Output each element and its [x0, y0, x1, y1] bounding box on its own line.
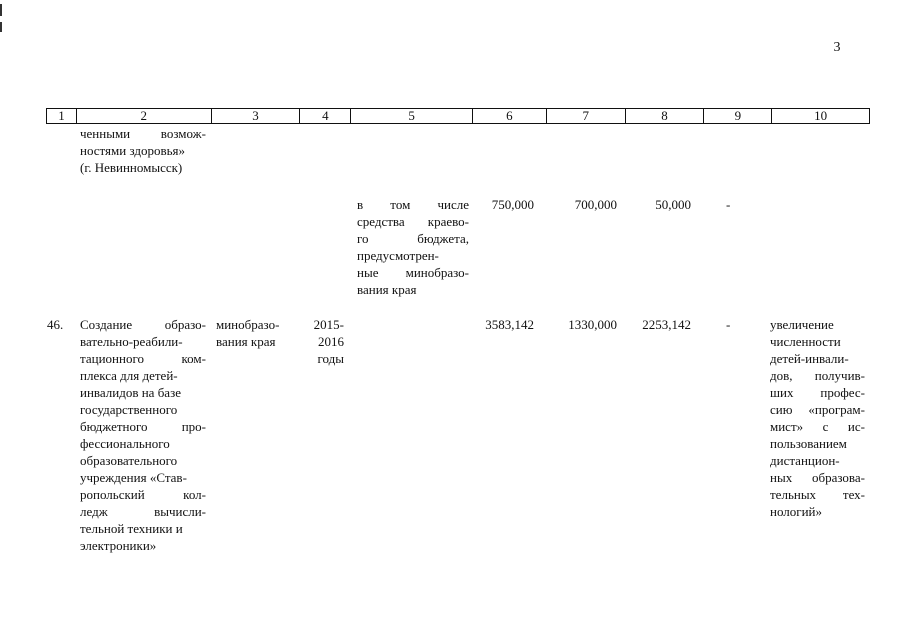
continued-name-line: (г. Невинномысск): [80, 160, 183, 175]
column-header-10: 10: [814, 108, 828, 123]
column-header-8: 8: [626, 109, 705, 123]
expected-result-line: ших профес-: [770, 385, 865, 400]
subrow-2016-value: 50,000: [655, 197, 691, 212]
funding-source-line: вания края: [357, 282, 417, 297]
funding-source-line: го бюджета,: [357, 231, 469, 246]
row46-2015-value: 1330,000: [568, 317, 617, 332]
funding-source-line: ные минобразо-: [357, 265, 469, 280]
row-number: 46.: [47, 317, 64, 332]
column-header-2: 2: [77, 109, 212, 123]
expected-result-cell: [770, 316, 865, 520]
project-name-line: образовательного: [80, 453, 178, 468]
column-header-9: 9: [704, 109, 772, 123]
column-header-7: 7: [547, 109, 626, 123]
project-name-line: электроники»: [80, 538, 157, 553]
column-header-6: 6: [473, 109, 547, 123]
project-name-line: тационного ком-: [80, 351, 206, 366]
expected-result-line: тельных тех-: [770, 487, 865, 502]
expected-result-line: дистанцион-: [770, 453, 840, 468]
row46-2016-value: 2253,142: [642, 317, 691, 332]
row46-col9-dash: -: [726, 317, 731, 332]
expected-result-line: дов, получив-: [770, 368, 865, 383]
subrow-2015-value: 700,000: [574, 197, 617, 212]
column-header-3: 3: [212, 109, 301, 123]
expected-result-line: сию «програм-: [770, 402, 865, 417]
funding-source-line: в том числе: [357, 197, 469, 212]
column-header-1: 1: [47, 109, 77, 123]
executor-line: вания края: [216, 334, 276, 349]
binding-mark: [0, 4, 2, 16]
period-line: годы: [317, 351, 344, 366]
expected-result-line: пользованием: [770, 436, 847, 451]
table-header-row: [46, 108, 870, 124]
column-header-5: 5: [351, 109, 473, 123]
subrow-total-value: 750,000: [491, 197, 534, 212]
funding-source-cell: [357, 196, 469, 298]
project-name-line: учреждения «Став-: [80, 470, 187, 485]
row46-total-value: 3583,142: [485, 317, 534, 332]
project-name-line: плекса для детей-: [80, 368, 178, 383]
funding-source-line: предусмотрен-: [357, 248, 439, 263]
project-name-line: фессионального: [80, 436, 170, 451]
expected-result-line: увеличение: [770, 317, 834, 332]
executor-line: минобразо-: [216, 317, 280, 332]
continued-name-line: ченными возмож-: [80, 126, 206, 141]
expected-result-line: нологий»: [770, 504, 823, 519]
project-name-line: бюджетного про-: [80, 419, 206, 434]
expected-result-line: мист» с ис-: [770, 419, 865, 434]
project-name-line: вательно-реабили-: [80, 334, 183, 349]
funding-source-line: средства краево-: [357, 214, 469, 229]
page-number: 3: [833, 40, 841, 55]
project-name-line: Создание образо-: [80, 317, 206, 332]
period-line: 2016: [318, 334, 344, 349]
project-name-line: инвалидов на базе: [80, 385, 181, 400]
project-name-line: ропольский кол-: [80, 487, 206, 502]
project-name-cell: [80, 316, 206, 554]
project-name-line: ледж вычисли-: [80, 504, 206, 519]
executor-cell: [216, 316, 300, 350]
period-cell: [304, 316, 344, 367]
continued-name-cell: [80, 125, 206, 176]
continued-name-line: ностями здоровья»: [80, 143, 186, 158]
project-name-line: тельной техники и: [80, 521, 183, 536]
expected-result-line: ных образова-: [770, 470, 865, 485]
subrow-col9-dash: -: [726, 197, 731, 212]
period-line: 2015-: [313, 317, 344, 332]
column-header-4: 4: [300, 109, 351, 123]
expected-result-line: численности: [770, 334, 841, 349]
expected-result-line: детей-инвали-: [770, 351, 849, 366]
project-name-line: государственного: [80, 402, 178, 417]
binding-mark: [0, 22, 2, 32]
